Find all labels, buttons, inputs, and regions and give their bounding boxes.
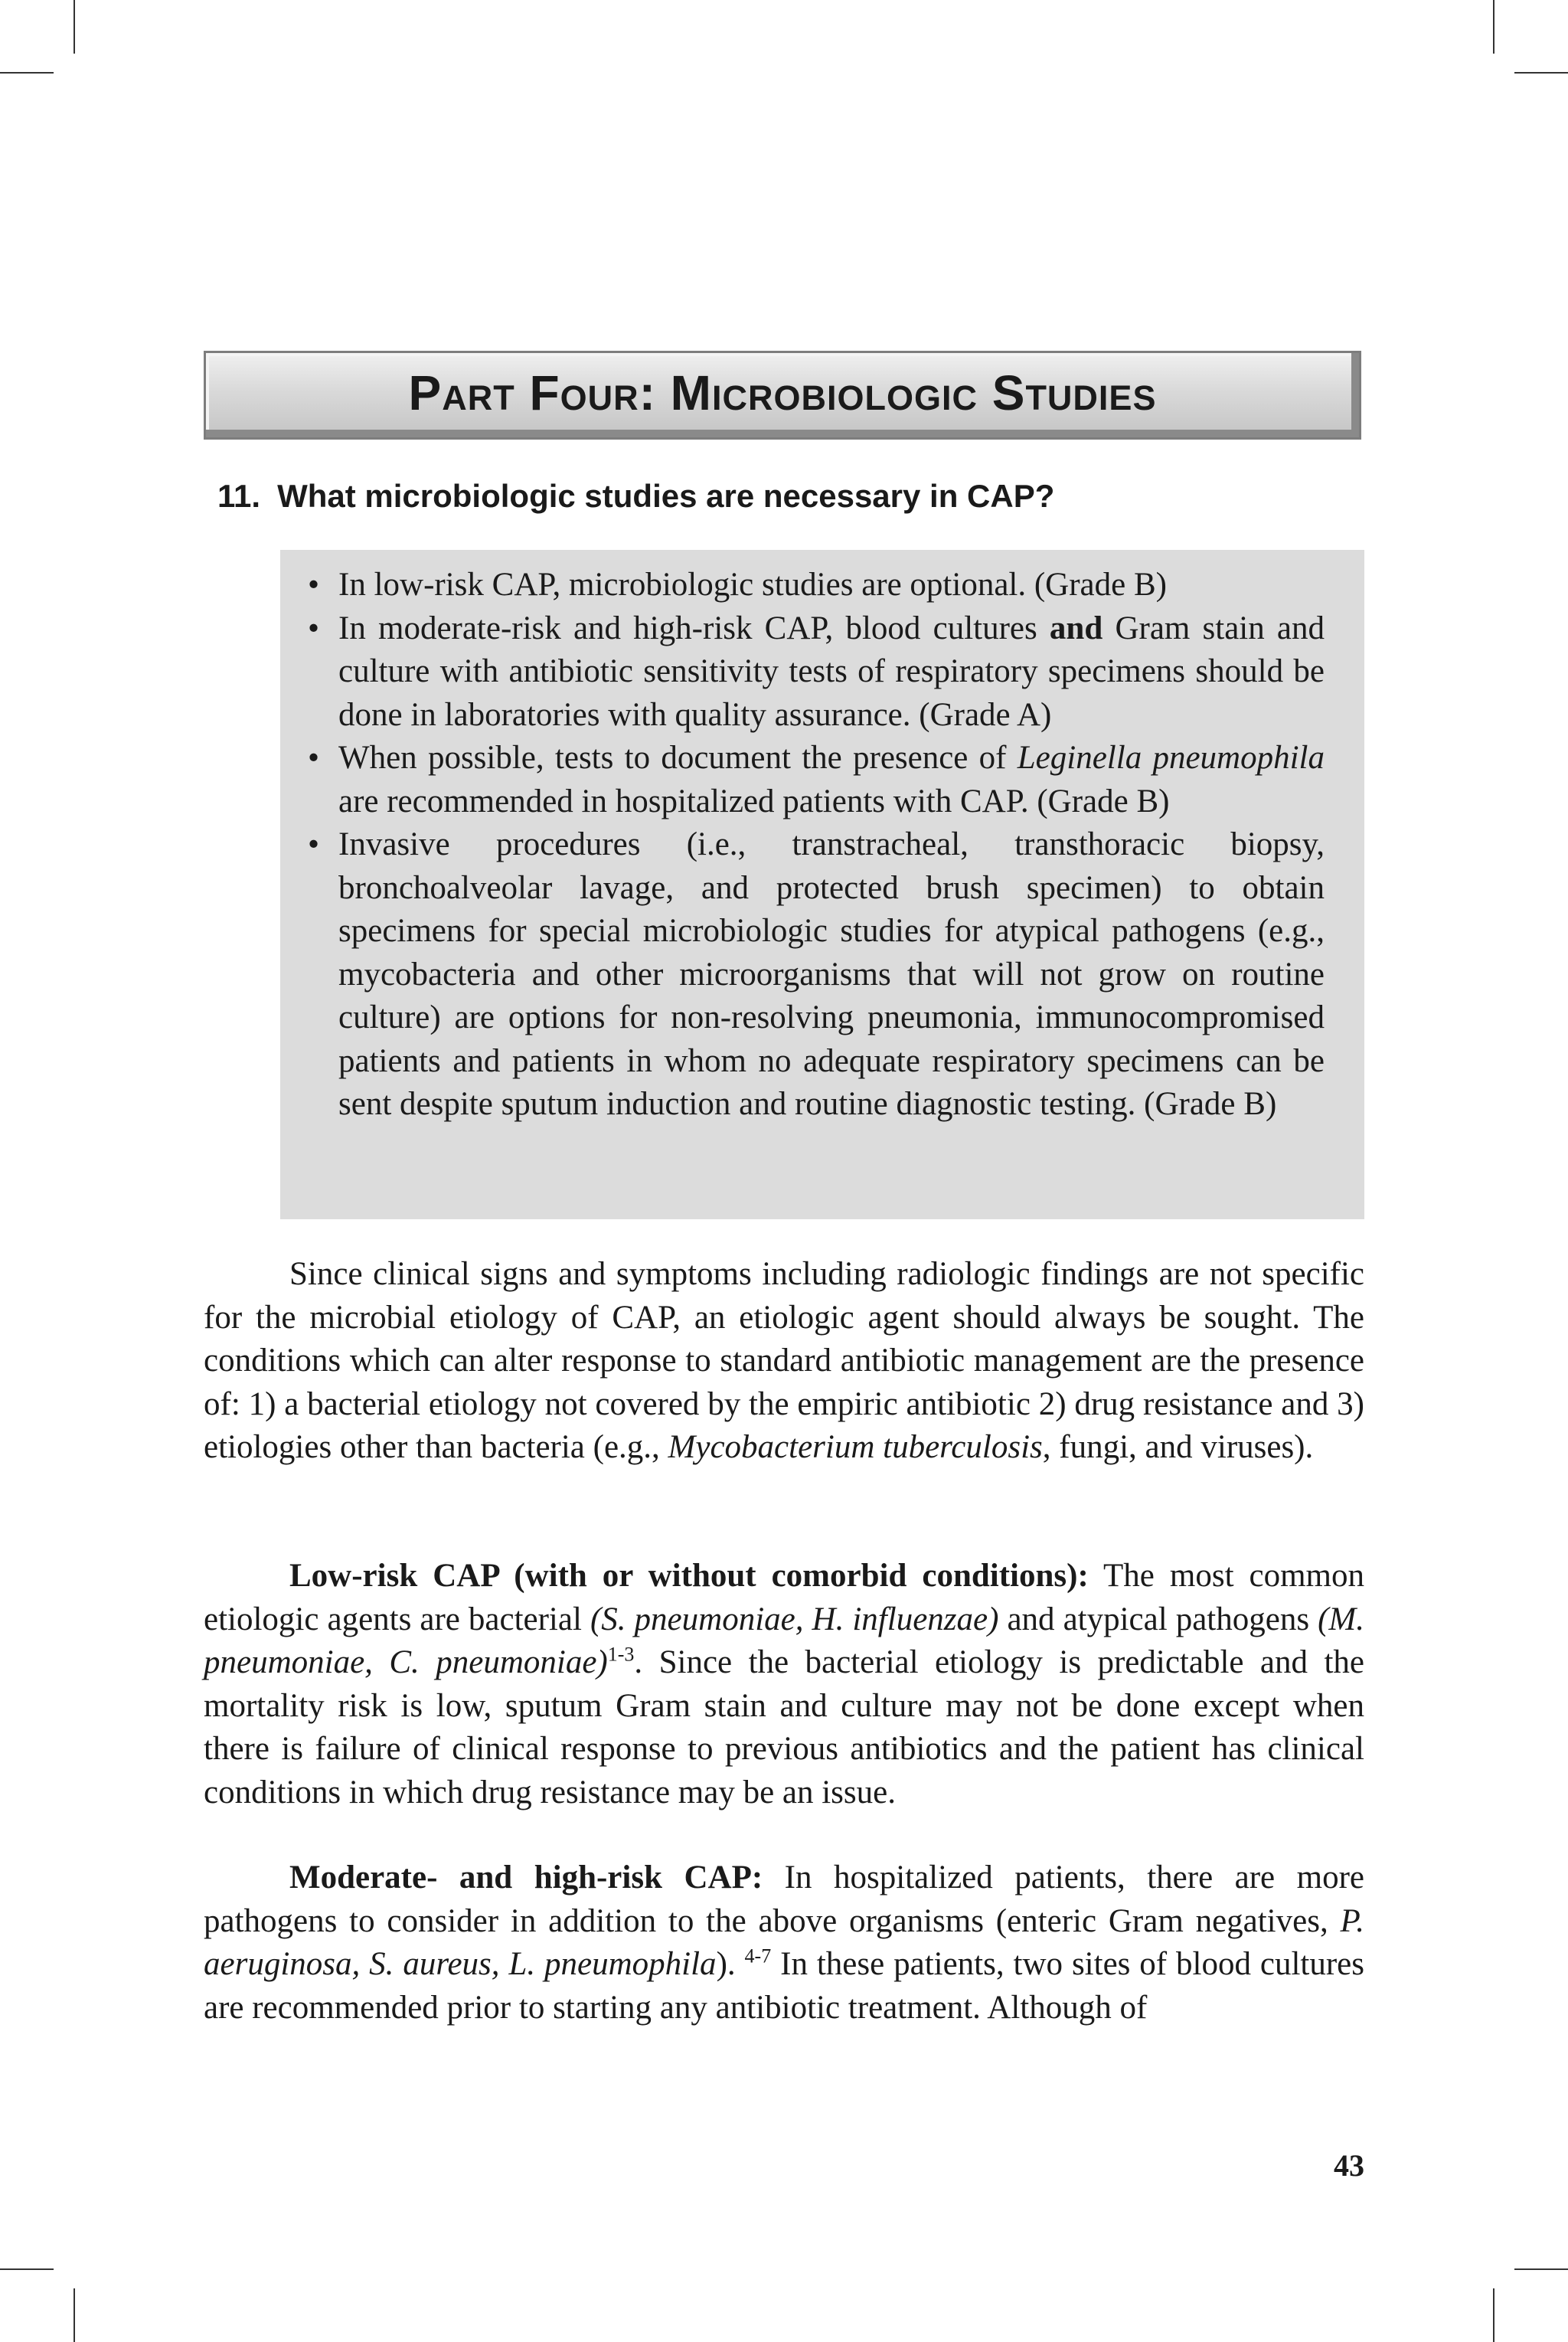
body-paragraph-etiology <box>204 1253 1364 1470</box>
page-number: 43 <box>1334 2148 1364 2183</box>
bullet-icon: • <box>308 740 320 776</box>
recommendation-item <box>299 737 1325 823</box>
crop-mark-bottom-left-vertical <box>74 2288 75 2342</box>
paragraph-bold-heading: Low-risk CAP (with or without comorbid conditions): <box>289 1558 1089 1594</box>
crop-mark-top-right-vertical <box>1493 0 1494 54</box>
recommendations-box <box>280 550 1364 1219</box>
recommendation-text: Invasive procedures (i.e., transtracheal, transthoracic biopsy, bronchoalveolar lavage, and protected brush specimen) to obtain specimens for special microbiologic studies for atypical pathogens (e.g., mycobacteria and other microorganisms that will not grow on routine culture) are options for non-resolving pneumonia, immunocompromised patients and patients in whom no adequate respiratory specimens can be sent despite sputum induction and routine diagnostic testing. (Grade B) <box>338 826 1325 1122</box>
paragraph-text: . Since the bacterial etiology is predictable and the mortality risk is low, sputum Gram stain and culture may not be done except when there is failure of clinical response to previous antibiotics and the patient has clinical conditions in which drug resistance may be an issue. <box>204 1644 1364 1810</box>
recommendation-text: Gram stain and culture with antibiotic sensitivity tests of respiratory specimens should be done in laboratories with quality assurance. (Grade A) <box>338 610 1325 733</box>
recommendations-list <box>299 564 1325 1127</box>
paragraph-italic-text: P. aeruginosa, S. aureus, L. pneumophila <box>204 1902 1364 1982</box>
recommendation-item <box>299 607 1325 738</box>
paragraph-text: and atypical pathogens <box>998 1601 1318 1637</box>
bullet-icon: • <box>308 826 320 862</box>
question-text: What microbiologic studies are necessary in CAP? <box>277 478 1055 514</box>
question-heading <box>217 478 1054 515</box>
paragraph-bold-heading: Moderate- and high-risk CAP: <box>289 1860 763 1896</box>
paragraph-italic-text: (S. pneumoniae, H. influenzae) <box>590 1601 999 1637</box>
paragraph-italic-text: Mycobacterium tuberculosis <box>668 1429 1043 1465</box>
reference-superscript: 1-3 <box>607 1643 635 1666</box>
paragraph-text: ). <box>716 1946 745 1982</box>
recommendation-item <box>299 564 1325 607</box>
bullet-icon: • <box>308 610 320 646</box>
paragraph-text: In these patients, two sites of blood cultures are recommended prior to starting any antibiotic treatment. Although of <box>204 1946 1365 2026</box>
bullet-icon: • <box>308 567 320 603</box>
paragraph-text: The most common etiologic agents are bacterial <box>204 1558 1364 1637</box>
paragraph-text: Since clinical signs and symptoms including radiologic findings are not specific for the microbial etiology of CAP, an etiologic agent should always be sought. The conditions which can alter response to standard antibiotic management are the presence of: 1) a bacterial etiology not covered by the empiric antibiotic 2) drug resistance and 3) etiologies other than bacteria (e.g., <box>204 1256 1364 1465</box>
recommendation-text: In moderate-risk and high-risk CAP, blood cultures <box>338 610 1050 646</box>
recommendation-text: When possible, tests to document the presence of <box>338 740 1018 776</box>
part-header-box <box>204 351 1361 440</box>
question-number: 11. <box>217 478 261 514</box>
recommendation-text: In low-risk CAP, microbiologic studies are optional. (Grade B) <box>338 567 1167 603</box>
paragraph-italic-text: (M. pneumoniae, C. pneumoniae) <box>204 1601 1364 1680</box>
reference-superscript: 4-7 <box>744 1945 772 1967</box>
recommendation-text: are recommended in hospitalized patients with CAP. (Grade B) <box>338 783 1170 819</box>
crop-mark-bottom-right-horizontal <box>1514 2268 1568 2270</box>
body-paragraph-moderate-high-risk <box>204 1856 1364 2030</box>
recommendation-item <box>299 823 1325 1127</box>
paragraph-text: In hospitalized patients, there are more pathogens to consider in addition to the above organisms (enteric Gram negatives, <box>204 1860 1364 1939</box>
recommendation-italic-text: Leginella pneumophila <box>1017 740 1325 776</box>
paragraph-text: , fungi, and viruses). <box>1042 1429 1314 1465</box>
crop-mark-bottom-left-horizontal <box>0 2268 54 2270</box>
crop-mark-top-left-horizontal <box>0 72 54 74</box>
crop-mark-bottom-right-vertical <box>1493 2288 1494 2342</box>
body-paragraph-low-risk <box>204 1555 1364 1814</box>
crop-mark-top-left-vertical <box>74 0 75 54</box>
part-title: Part Four: Microbiologic Studies <box>408 365 1157 420</box>
crop-mark-top-right-horizontal <box>1514 72 1568 74</box>
recommendation-bold-text: and <box>1049 610 1103 646</box>
